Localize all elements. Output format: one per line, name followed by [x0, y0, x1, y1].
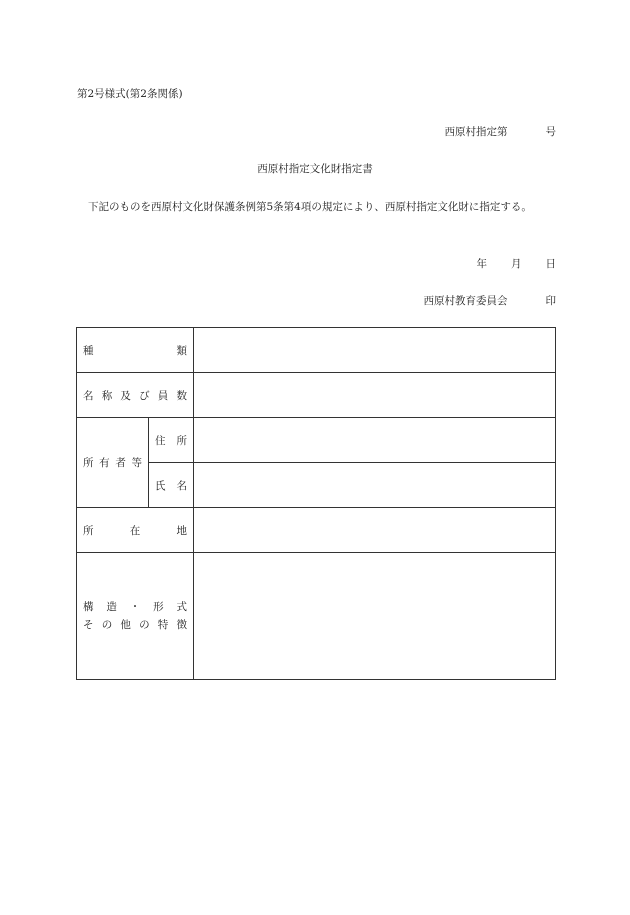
label-char: 造 [106, 601, 117, 613]
label-char: 及 [120, 389, 131, 402]
date-year: 年 [476, 258, 487, 270]
type-label-text [83, 343, 187, 358]
location-label-text [83, 523, 187, 538]
designation-info-table [76, 327, 556, 680]
table-row-structure [77, 553, 556, 680]
label-char: 等 [131, 457, 142, 469]
structure-label-line2 [83, 616, 187, 634]
label-char: び [139, 389, 150, 402]
person-name-label-text [155, 478, 187, 493]
owner-label-text [83, 455, 142, 470]
table-row-owner-name [77, 463, 556, 508]
table-row-owner-address [77, 418, 556, 463]
label-char: 数 [176, 389, 187, 402]
label-char: 者 [115, 457, 126, 469]
label-char: 有 [99, 457, 110, 469]
type-value-cell[interactable] [194, 328, 556, 373]
label-char: 所 [83, 524, 94, 537]
owner-label [77, 418, 149, 508]
label-char: 名 [83, 389, 94, 402]
label-char: 類 [176, 344, 187, 357]
label-char: 他 [120, 619, 131, 631]
address-label [149, 418, 194, 463]
label-char: 住 [155, 434, 166, 447]
person-name-value-cell[interactable] [194, 463, 556, 508]
body-text: 下記のものを西原村文化財保護条例第5条第4項の規定により、西原村指定文化財に指定する。 [88, 201, 532, 213]
label-char: 所 [176, 434, 187, 447]
form-number: 第2号様式(第2条関係) [77, 88, 183, 100]
table-row-type [77, 328, 556, 373]
location-value-cell[interactable] [194, 508, 556, 553]
date-line [477, 256, 557, 271]
seal-mark: 印 [545, 295, 556, 307]
issuer-line [424, 293, 557, 308]
label-char: 地 [176, 524, 187, 537]
location-label [77, 508, 194, 553]
structure-label [77, 553, 194, 680]
name-count-label [77, 373, 194, 418]
designation-number-suffix: 号 [545, 126, 556, 138]
label-char: 形 [153, 601, 164, 613]
document-title: 西原村指定文化財指定書 [257, 163, 373, 175]
address-label-text [155, 433, 187, 448]
label-char: そ [83, 619, 94, 631]
issuer-name: 西原村教育委員会 [423, 295, 508, 307]
label-char: 所 [83, 457, 94, 469]
label-char: 名 [176, 479, 187, 492]
table-row-location [77, 508, 556, 553]
designation-number-prefix: 西原村指定第 [444, 126, 508, 138]
label-char: 称 [101, 389, 113, 402]
label-char: 氏 [155, 479, 166, 492]
name-count-label-text [83, 388, 187, 403]
name-count-value-cell[interactable] [194, 373, 556, 418]
structure-label-line1 [83, 598, 187, 616]
label-char: 式 [176, 601, 187, 613]
label-char: 徴 [176, 619, 187, 631]
address-value-cell[interactable] [194, 418, 556, 463]
table-row-name-count [77, 373, 556, 418]
label-char: の [139, 619, 150, 631]
person-name-label [149, 463, 194, 508]
label-char: ・ [129, 601, 141, 613]
label-char: 在 [129, 524, 141, 537]
date-day: 日 [545, 258, 556, 270]
label-char: の [101, 619, 113, 631]
label-char: 種 [83, 344, 94, 357]
label-char: 員 [157, 389, 169, 402]
structure-value-cell[interactable] [194, 553, 556, 680]
type-label [77, 328, 194, 373]
label-char: 特 [157, 619, 169, 631]
designation-number [445, 124, 557, 139]
label-char: 構 [83, 601, 94, 613]
date-month: 月 [511, 258, 522, 270]
